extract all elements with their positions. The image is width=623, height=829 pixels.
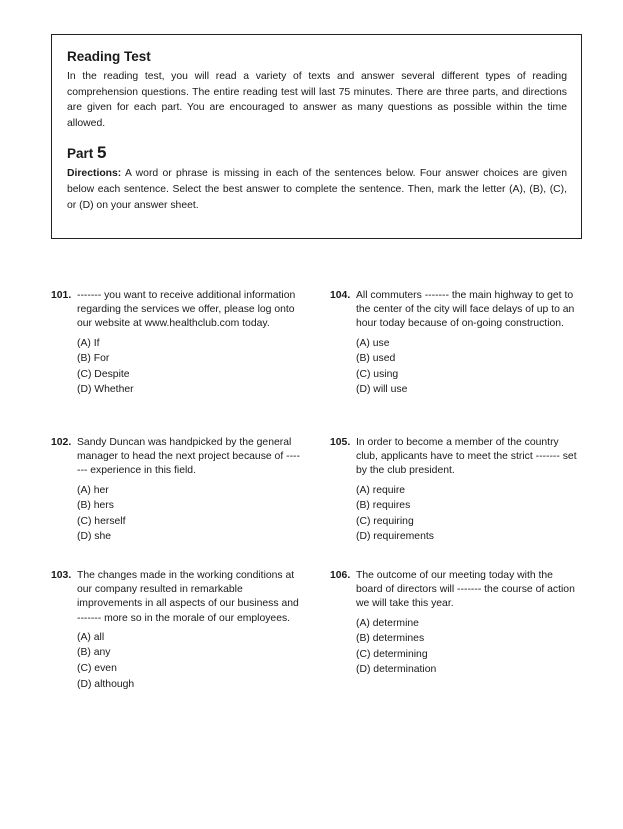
choice-c: (C) determining (356, 648, 428, 660)
question-number: 102. (51, 437, 72, 448)
answer-choices (77, 483, 301, 545)
choice-c: (C) Despite (77, 368, 130, 380)
choice-b: (B) determines (356, 633, 425, 645)
question-stem: The changes made in the working conditions at our company resulted in remarkable improvements in all aspects of our business and ------- more so in the morale of our employees. (77, 570, 299, 624)
choice-a: (A) all (77, 631, 105, 643)
choice-d: (D) requirements (356, 531, 434, 543)
choice-a: (A) determine (356, 617, 419, 629)
question-stem: The outcome of our meeting today with the board of directors will ------- the course of action we will take this year. (356, 570, 575, 610)
question-104 (330, 289, 580, 398)
directions-label: Directions: (67, 168, 122, 180)
reading-test-description: In the reading test, you will read a variety of texts and answer several different types of reading comprehension questions. The entire reading test will last 75 minutes. There are three parts, and directions are given for each part. You are encouraged to answer as many questions as possible within the time allowed. (67, 71, 567, 129)
question-stem: Sandy Duncan was handpicked by the general manager to head the next project because of ------- experience in this field. (77, 437, 300, 477)
choice-c: (C) even (77, 663, 117, 674)
question-105 (330, 436, 580, 545)
choice-b: (B) requires (356, 500, 411, 512)
choice-d: (D) determination (356, 664, 437, 676)
question-103 (51, 569, 301, 692)
choice-a: (A) If (77, 337, 100, 349)
choice-b: (B) For (77, 353, 110, 365)
question-number: 103. (51, 570, 72, 581)
answer-choices (356, 483, 580, 545)
question-number: 106. (330, 570, 351, 581)
choice-c: (C) herself (77, 515, 126, 527)
question-stem: ------- you want to receive additional information regarding the services we offer, please log onto our website at www.healthclub.com today. (77, 290, 296, 330)
choice-a: (A) use (356, 337, 390, 349)
choice-d: (D) although (77, 678, 135, 690)
choice-c: (C) requiring (356, 515, 414, 527)
answer-choices (77, 630, 301, 692)
choice-b: (B) hers (77, 500, 114, 512)
choice-b: (B) used (356, 353, 396, 365)
question-number: 101. (51, 290, 72, 301)
part-heading (67, 143, 567, 163)
choice-d: (D) will use (356, 384, 408, 396)
question-number: 104. (330, 290, 351, 301)
choice-d: (D) she (77, 531, 112, 543)
choice-d: (D) Whether (77, 384, 134, 396)
question-101 (51, 289, 301, 398)
question-number: 105. (330, 437, 351, 448)
question-102 (51, 436, 301, 545)
answer-choices (356, 336, 580, 398)
reading-test-title: Reading Test (67, 49, 151, 64)
question-106 (330, 569, 580, 678)
question-stem: All commuters ------- the main highway to get to the center of the city will face delays of up to an hour today because of on-going construction. (356, 290, 575, 330)
choice-b: (B) any (77, 647, 111, 659)
reading-test-instructions-box (51, 34, 582, 239)
directions (67, 166, 567, 213)
part-label: Part (67, 146, 94, 162)
answer-choices (356, 616, 580, 678)
choice-a: (A) her (77, 484, 109, 496)
choice-a: (A) require (356, 484, 406, 496)
answer-choices (77, 336, 301, 398)
question-stem: In order to become a member of the country club, applicants have to meet the strict ------- set by the club president. (356, 437, 577, 477)
choice-c: (C) using (356, 368, 399, 380)
directions-text: A word or phrase is missing in each of the sentences below. Four answer choices are given below each sentence. Select the best answer to complete the sentence. Then, mark the letter (A), (B), (C), or (D) on your answer sheet. (67, 168, 567, 211)
part-number: 5 (97, 143, 107, 163)
